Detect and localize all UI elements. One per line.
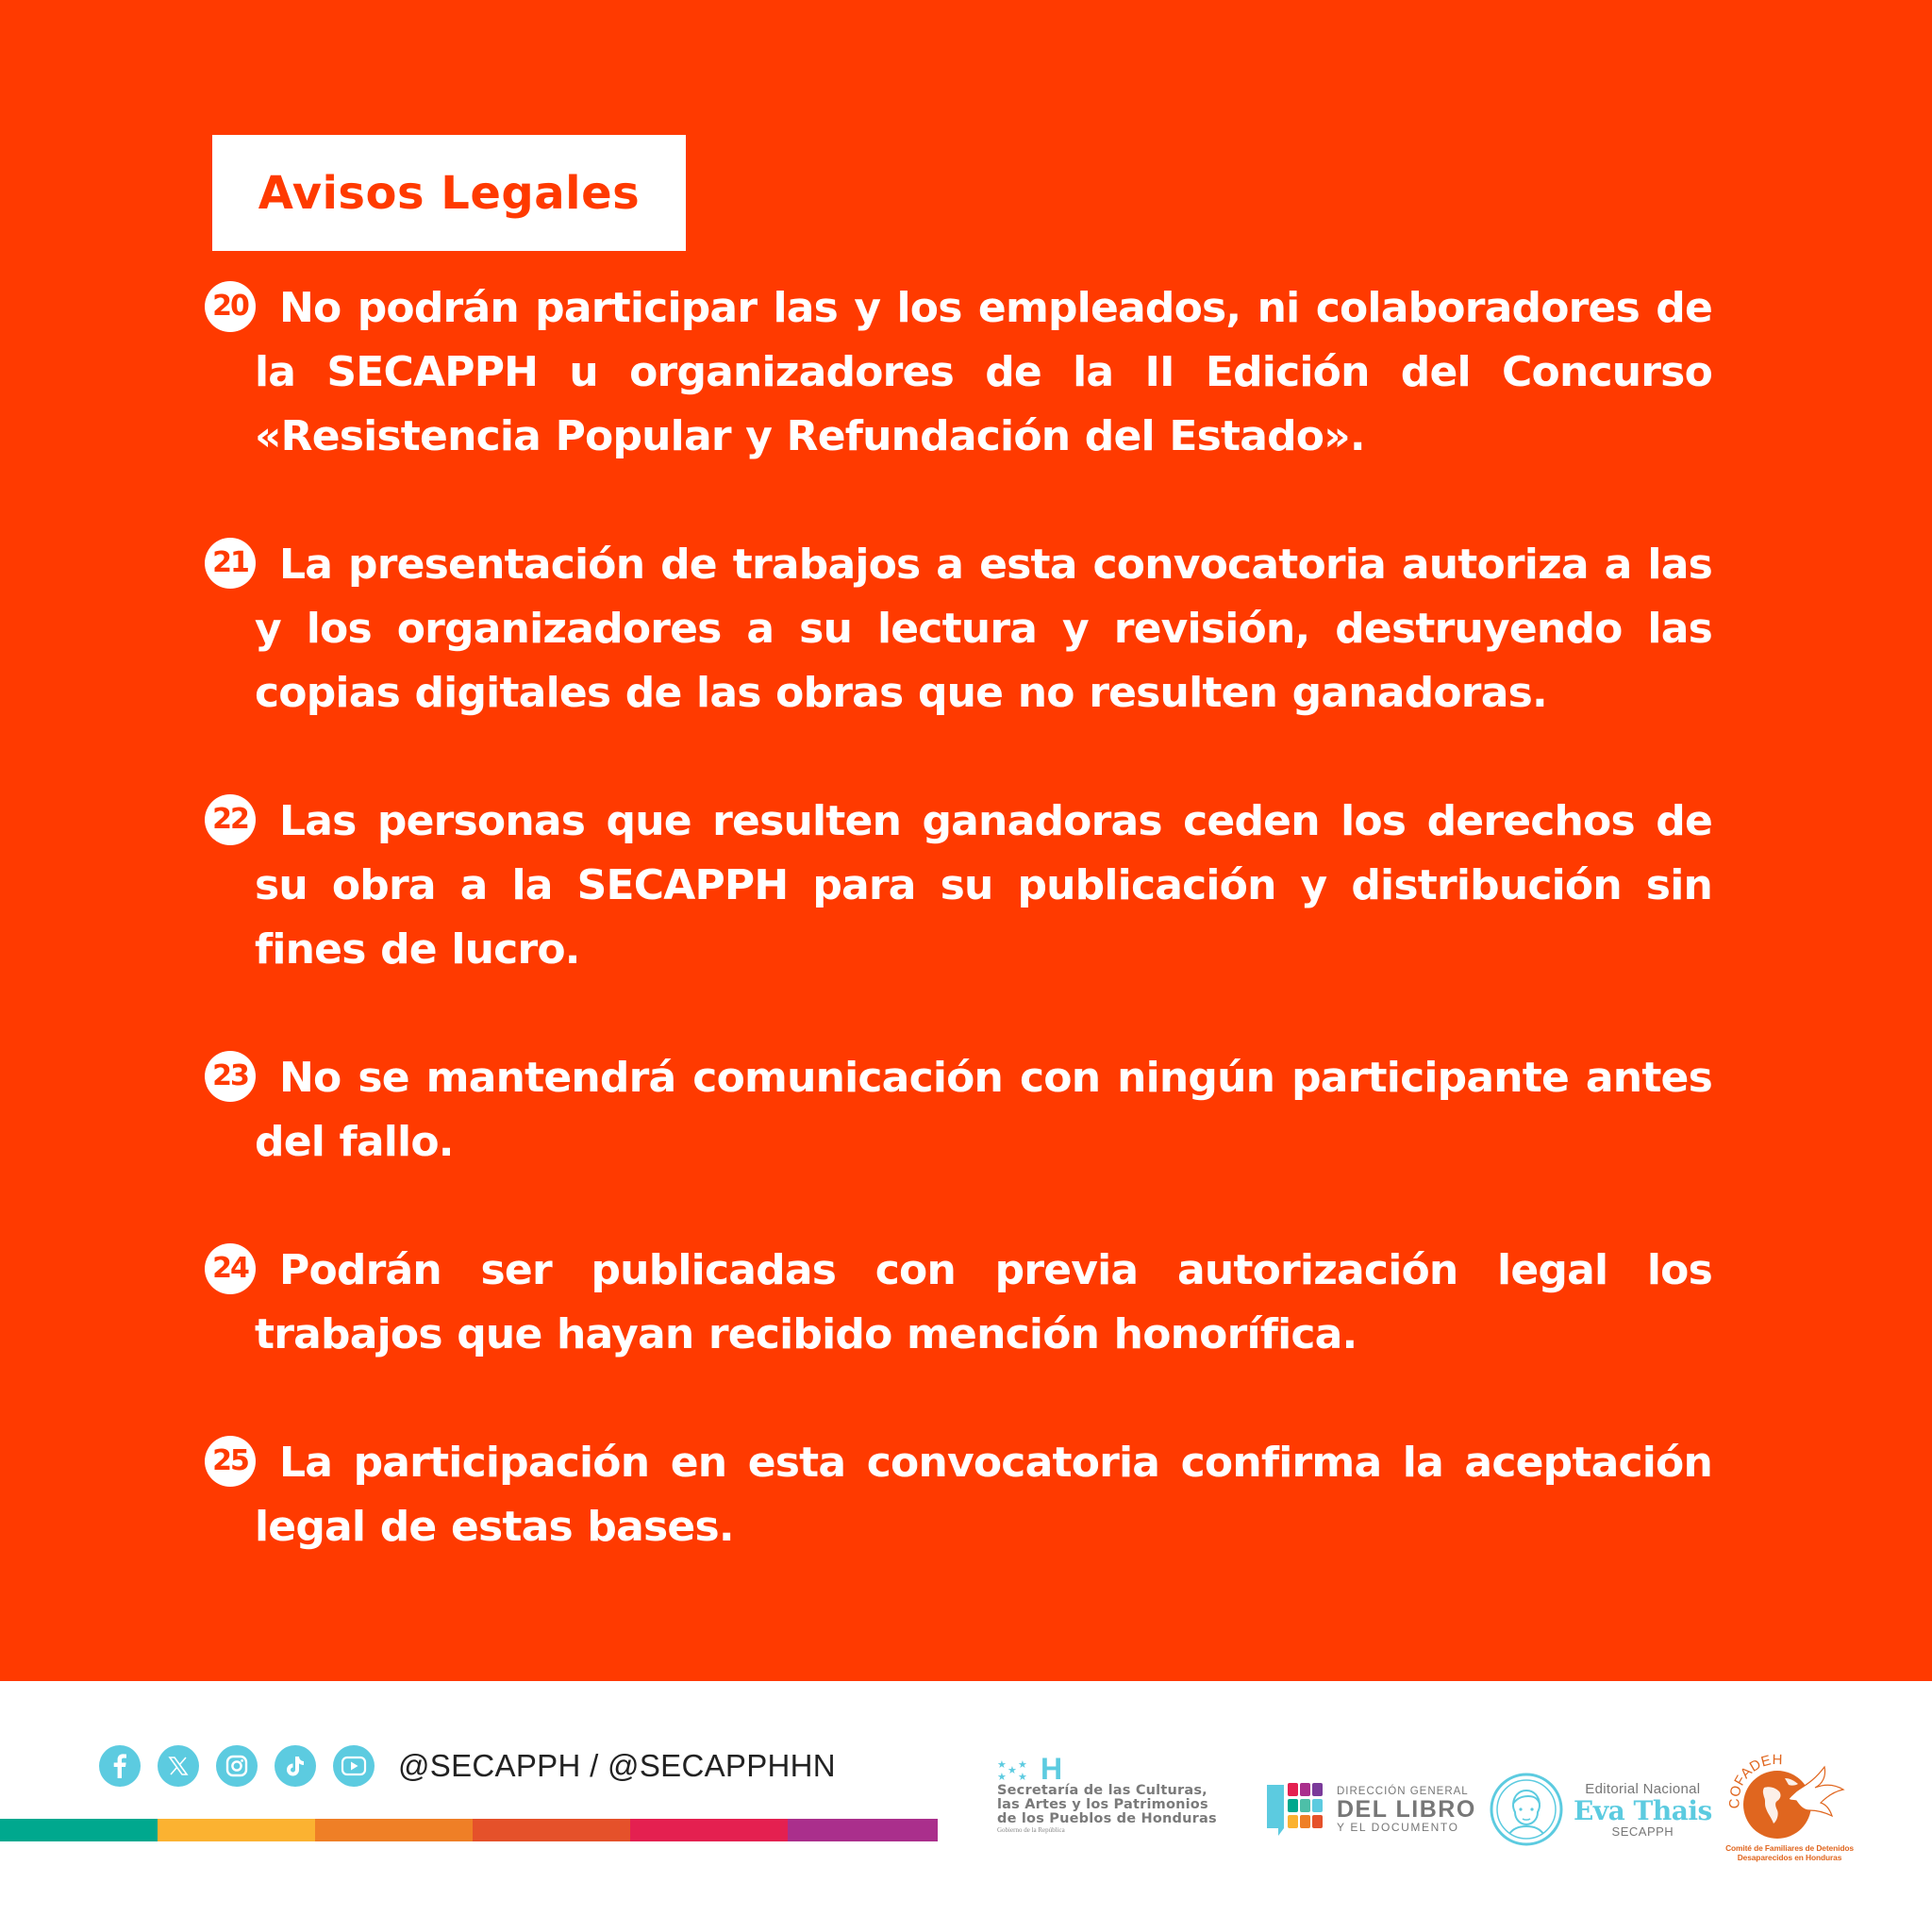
logo-text-line: Secretaría de las Culturas, — [997, 1783, 1208, 1798]
item-text: No podrán participar las y los empleados, ni colaboradores de la SECAPPH u organizadores de la II Edición del Concurso «Resistencia Popular y Refundación del Estado». — [255, 284, 1712, 460]
libro-line-1: DIRECCIÓN GENERAL — [1337, 1786, 1469, 1797]
cofadeh-logo — [1719, 1750, 1860, 1868]
globe-dove-icon — [1719, 1750, 1860, 1844]
color-segment — [0, 1819, 158, 1841]
social-handle: @SECAPPH / @SECAPPHHN — [398, 1748, 836, 1783]
stars-icon — [997, 1758, 1031, 1781]
tiktok-icon[interactable] — [275, 1745, 316, 1787]
logo-subtitle: Gobierno de la República — [997, 1826, 1065, 1834]
logo-text-line: de los Pueblos de Honduras — [997, 1811, 1217, 1826]
notice-item — [212, 276, 1712, 469]
notice-item — [212, 1431, 1712, 1559]
svg-text:★: ★ — [997, 1771, 1007, 1781]
cofadeh-name: COFADEH — [1726, 1751, 1784, 1809]
social-icons — [99, 1745, 375, 1787]
item-text: La presentación de trabajos a esta convocatoria autoriza a las y los organizadores a su lectura y revisión, destruyendo las copias digitales de las obras que no resulten ganadoras. — [255, 541, 1712, 717]
eva-line-1: Editorial Nacional — [1585, 1780, 1701, 1797]
item-text: Las personas que resulten ganadoras ceden los derechos de su obra a la SECAPPH para su publicación y distribución sin fines de lucro. — [255, 797, 1712, 974]
youtube-icon[interactable] — [333, 1745, 375, 1787]
notice-list — [212, 276, 1712, 1624]
cofadeh-line-1: Comité de Familiares de Detenidos — [1725, 1843, 1854, 1853]
libro-logo — [1267, 1781, 1476, 1838]
eva-thais-logo — [1489, 1772, 1712, 1847]
facebook-icon[interactable] — [99, 1745, 141, 1787]
item-text: La participación en esta convocatoria confirma la aceptación legal de estas bases. — [255, 1439, 1712, 1551]
item-number-badge: 22 — [205, 794, 256, 845]
color-segment — [788, 1819, 938, 1841]
svg-text:★: ★ — [1018, 1758, 1027, 1771]
color-segment — [315, 1819, 473, 1841]
color-stripe — [0, 1819, 938, 1841]
logo-mark — [997, 1752, 1244, 1786]
color-segment — [473, 1819, 630, 1841]
cofadeh-line-2: Desaparecidos en Honduras — [1737, 1853, 1842, 1862]
book-icon — [1267, 1781, 1325, 1838]
item-text: Podrán ser publicadas con previa autorización legal los trabajos que hayan recibido mención honorífica. — [255, 1246, 1712, 1358]
svg-text:★: ★ — [997, 1758, 1007, 1771]
item-number-badge: 23 — [205, 1051, 256, 1102]
libro-line-2: DEL LIBRO — [1337, 1796, 1476, 1823]
libro-line-3: Y EL DOCUMENTO — [1337, 1821, 1459, 1834]
eva-line-2: Eva Thais — [1574, 1794, 1712, 1826]
item-number-badge: 21 — [205, 538, 256, 589]
color-segment — [158, 1819, 315, 1841]
page-title: Avisos Legales — [258, 166, 641, 220]
logo-text-line: las Artes y los Patrimonios — [997, 1797, 1208, 1812]
eva-line-3: SECAPPH — [1611, 1824, 1674, 1839]
item-text: No se mantendrá comunicación con ningún participante antes del fallo. — [255, 1054, 1712, 1166]
item-number-badge: 20 — [205, 281, 256, 332]
portrait-seal-icon — [1489, 1772, 1564, 1847]
svg-text:★: ★ — [1018, 1771, 1027, 1781]
x-icon[interactable] — [158, 1745, 199, 1787]
item-number-badge: 25 — [205, 1436, 256, 1487]
logo-h: H — [1041, 1752, 1063, 1786]
notice-item — [212, 533, 1712, 725]
secretaria-logo — [997, 1752, 1244, 1835]
notice-item — [212, 1046, 1712, 1174]
notice-item — [212, 790, 1712, 982]
title-box — [212, 135, 686, 251]
color-segment — [630, 1819, 788, 1841]
svg-text:★: ★ — [1008, 1764, 1017, 1776]
item-number-badge: 24 — [205, 1243, 256, 1294]
instagram-icon[interactable] — [216, 1745, 258, 1787]
notice-item — [212, 1239, 1712, 1367]
